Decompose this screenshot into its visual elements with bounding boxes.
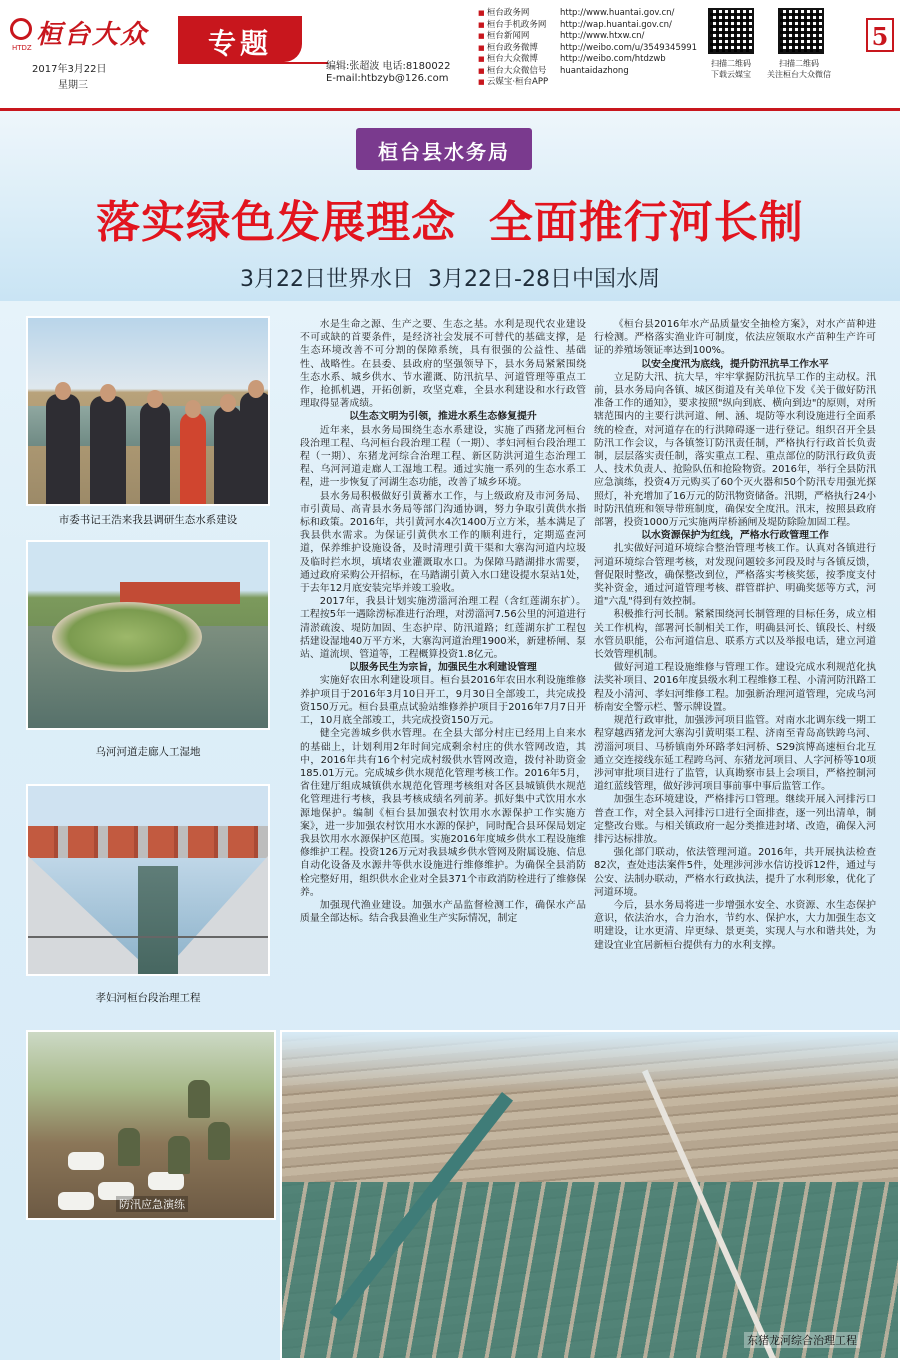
article-paragraph: 2017年，我县计划实施涝淄河治理工程（含红莲湖东扩）。工程按5年一遇除涝标准进行治理，对涝淄河7.56公里的河道进行清淤疏浚、堤防加固、生态护岸、防汛道路；红莲湖东扩工程包括建设湿地40万平方米，大寨沟河道治理1900米，新建桥闸、泵站、道流坝、管道等，工程概算投资1.8亿元。 (300, 596, 586, 661)
photo-caption: 市委书记王浩来我县调研生态水系建设 (58, 514, 238, 526)
media-item[interactable]: ■ 云媒宝·桓台APP (478, 77, 708, 89)
media-item[interactable]: ■ 桓台新闻网 http://www.htxw.cn/ (478, 31, 708, 43)
article-paragraph: 水是生命之源、生产之要、生态之基。水利是现代农业建设不可或缺的首要条件，是经济社会发展不可替代的基础支撑，是生态环境改善不可分割的保障系统，具有很强的公益性、基础性、战略性。在县委、县政府的坚强领导下，县水务局紧紧围绕生态水系、城乡供水、节水灌溉、防汛抗旱、河道管理等重点工作，抢抓机遇，开拓创新，攻坚克难，全县水利建设和水行政管理取得显著成绩。 (300, 319, 586, 410)
section-tab (178, 16, 302, 62)
page-number: 5 (866, 18, 894, 52)
qr-caption: 扫描二维码 下载云媒宝 (711, 59, 751, 79)
photo-inspection (26, 316, 270, 506)
article-paragraph: 立足防大汛、抗大旱，牢牢掌握防汛抗旱工作的主动权。汛前，县水务局向各镇、城区街道及有关单位下发《关于做好防汛准备工作的通知》，要求按照"纵向到底、横向到边"的原则，对所辖范围内的主要行洪河道、闸、涵、堤防等水利设施进行全面系统的检查，对河道存在的行洪障碍逐一进行登记。组织召开全县防汛工作会议，与各镇签订防汛责任制，严格执行行政首长负责制，层层落实责任制，落实重点工程、重点部位的防汛行政负责人、技术负责人、抢险队伍和抢险物资。2016年，举行全县防汛应急演练，投资4万元购买了60个灭火器和50个防汛专用强光探照灯，补充增加了16万元的防汛物资储备。汛期，严格执行24小时防汛值班和领导带班制度，确保安全度汛。汛末，按照县政府部署，投资1000万元实施两岸桥涵闸及堤防除险加固工程。 (594, 371, 876, 529)
qr-code-icon[interactable] (778, 8, 824, 54)
article-column-2 (594, 318, 876, 952)
aerial-photo (280, 1030, 900, 1360)
media-list (478, 8, 708, 89)
article-paragraph: 健全完善城乡供水管理。在全县大部分村庄已经用上自来水的基础上，计划利用2年时间完成剩余村庄的供水管网改造，其中，2016年共有16个村完成村级供水管网改造，拨付补助资金185.01万元。完成城乡供水规范化管理考核工作。2016年5月，省住建厅组成城镇供水规范化管理考核组对各区县城镇供水规范化管理进行考核，我县考核成绩名列前茅。抓好集中式饮用水水源地保护。编制《桓台县加强农村饮用水水源保护工作实施方案》，进一步加强农村饮用水水源的保护，同时配合县环保局划定我县饮用水水源保护区范围。实施2016年度城乡供水工程设施维修维护工程。投资126万元对我县城乡供水管网及附属设施、信息自动化设备及水源井等供水设施进行维修维护。为确保全县消防栓完整好用，组织供水企业对全县371个市政消防栓进行了维修保养。 (300, 728, 586, 898)
photo-caption: 乌河河道走廊人工湿地 (95, 746, 201, 758)
masthead (0, 0, 900, 120)
logo-icon (10, 18, 32, 40)
editor-info: 编辑:张超波 电话:8180022 (326, 61, 451, 72)
photo-flood-drill (26, 1030, 276, 1220)
article-subheading: 以服务民生为宗旨，加强民生水利建设管理 (349, 662, 537, 674)
photo-caption: 防汛应急演练 (116, 1196, 188, 1212)
article-paragraph: 《桓台县2016年水产品质量安全抽检方案》，对水产苗种进行检测。严格落实渔业许可制度，依法应领取水产苗种生产许可证的养殖场领证率达到100%。 (594, 319, 876, 357)
media-item[interactable]: ■ 桓台大众微博 http://weibo.com/htdzwb (478, 54, 708, 66)
article-paragraph: 加强现代渔业建设。加强水产品监督检测工作，确保水产品质量全部达标。结合我县渔业生产实际情况，制定 (300, 899, 586, 925)
logo-sub: HTDZ (12, 44, 32, 52)
media-item[interactable]: ■ 桓台政务微博 http://weibo.com/u/3549345991 (478, 43, 708, 55)
photo-caption: 孝妇河桓台段治理工程 (95, 992, 201, 1004)
department-name: 桓台县水务局 (378, 140, 510, 164)
headline: 落实绿色发展理念 全面推行河长制 (96, 197, 804, 248)
article-paragraph: 实施好农田水利建设项目。桓台县2016年农田水利设施维修养护项目于2016年3月10日开工，9月30日全部竣工，共完成投资150万元。桓台县重点试验站维修养护项目于2016年7月7日开工，10月底全部竣工，共完成投资150万元。 (300, 675, 586, 727)
article-subheading: 以安全度汛为底线，提升防汛抗旱工作水平 (641, 358, 829, 370)
photo-caption: 东猪龙河综合治理工程 (744, 1332, 860, 1348)
section-rule (178, 62, 328, 64)
photo-wetland (26, 540, 270, 730)
qr-code-icon[interactable] (708, 8, 754, 54)
photo-canal (26, 784, 270, 976)
article-paragraph: 扎实做好河道环境综合整治管理考核工作。认真对各镇进行河道环境综合管理考核，对发现问题较多河段及时与各镇反馈，督促限时整改，确保整改到位，严格落实考核奖惩，按季度支付奖补资金，通过河道管理考核、群管群护、明确奖惩等方式，河道"六乱"得到有效控制。 (594, 543, 876, 608)
email-info: E-mail:htbzyb@126.com (326, 73, 449, 84)
issue-weekday: 星期三 (58, 80, 88, 91)
subheadline: 3月22日世界水日 3月22日-28日中国水周 (240, 267, 660, 292)
article-paragraph: 积极推行河长制。紧紧围绕河长制管理的目标任务，成立相关工作机构，部署河长制相关工作，明确县河长、镇段长、村级水管员职能，公布河道信息、联系方式以及举报电话，建立河道长效管理机制。 (594, 609, 876, 661)
article-subheading: 以水资源保护为红线，严格水行政管理工作 (641, 530, 829, 542)
qr-caption: 扫描二维码 关注桓台大众微信 (767, 59, 831, 79)
newspaper-logo: 桓台大众 (36, 20, 149, 50)
article-paragraph: 加强生态环境建设，严格排污口管理。继续开展入河排污口普查工作，对全县入河排污口进行全面排查，逐一列出清单，制定整改台账。与相关镇政府一起分类推进封堵、改造，确保入河排污达标排放。 (594, 794, 876, 845)
article-paragraph: 强化部门联动，依法管理河道。2016年，共开展执法检查82次，查处违法案件5件，处理涉河涉水信访投诉12件，通过与公安、法制办联动，严格水行政执法，提升了水利形象，优化了河道环境。 (594, 847, 876, 898)
media-item[interactable]: ■ 桓台手机政务网 http://wap.huantai.gov.cn/ (478, 20, 708, 32)
article-column-1 (300, 318, 586, 925)
article-paragraph: 县水务局积极做好引黄蓄水工作，与上级政府及市河务局、市引黄局、高青县水务局等部门沟通协调，努力争取引黄供水指标和政策。2016年，共引黄河水4次1400万立方米，基本满足了我县供水需求。为保证引黄供水工作的顺利进行，定期巡查河道，保养维护设施设备，及时清理引黄干渠和大寨沟河道内垃圾及临时拦水坝，填堵农业灌溉取水口。为保障马踏湖排水需要，通过政府采购公开招标，在马踏湖引黄入水口建设提水泵站1处，于去年12月底安装完毕并竣工验收。 (300, 490, 586, 595)
issue-date: 2017年3月22日 (32, 64, 107, 75)
media-item[interactable]: ■ 桓台大众微信号 huantaidazhong (478, 66, 708, 78)
article-paragraph: 做好河道工程设施维修与管理工作。建设完成水利规范化执法奖补项目、2016年度县级水利工程维修工程、小清河防汛路工程及小清河、孝妇河维修工程。加强新治理河道管理，完成乌河桥南安全警示栏、警示牌设置。 (594, 662, 876, 713)
section-label: 专题 (207, 27, 272, 60)
department-badge (356, 128, 532, 170)
article-paragraph: 近年来，县水务局围绕生态水系建设，实施了西猪龙河桓台段治理工程、乌河桓台段治理工程（一期）、孝妇河桓台段治理工程（一期）、东猪龙河综合治理工程、新区防洪河道生态治理工程、乌河河道走廊人工湿地工程。通过实施一系列的生态水系工程，进一步恢复了河湖生态功能，改善了城乡环境。 (300, 424, 586, 489)
article-paragraph: 今后，县水务局将进一步增强水安全、水资源、水生态保护意识，依法治水，合力治水，节约水、保护水，大力加强生态文明建设，让水更清、岸更绿、景更美，实现人与水和谐共处，为建设宜业宜居新桓台提供有力的水利支撑。 (594, 899, 876, 951)
article-paragraph: 规范行政审批，加强涉河项目监管。对南水北调东线一期工程穿越西猪龙河大寨沟引黄明渠工程、济南至青岛高铁跨乌河、涝淄河项目、马桥镇南外环路孝妇河桥、S29滨博高速桓台北互通立交连接线东延工程跨乌河、东猪龙河项目、人字河桥等10项涉河审批项目进行了监管，认真勘察市县上会项目，严格控制河道红蓝线管理，做好涉河项目事前事中事后监管工作。 (594, 715, 876, 793)
media-item[interactable]: ■ 桓台政务网 http://www.huantai.gov.cn/ (478, 8, 708, 20)
article-subheading: 以生态文明为引领，推进水系生态修复提升 (349, 411, 537, 423)
